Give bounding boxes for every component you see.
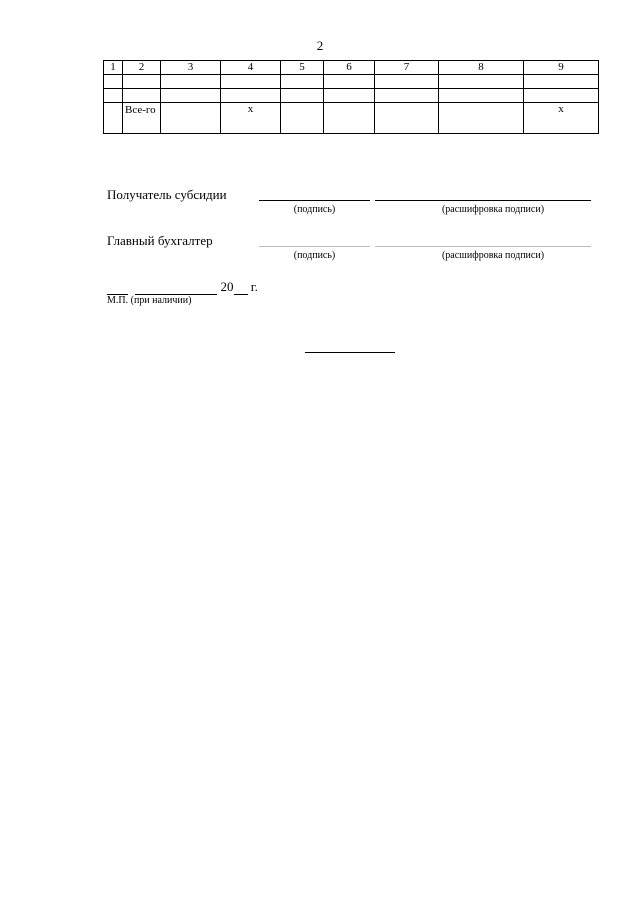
total-cell: х <box>524 103 599 134</box>
report-table <box>103 60 599 134</box>
stamp-label: М.П. (при наличии) <box>107 295 192 306</box>
total-cell <box>324 103 375 134</box>
recipient-signature-line[interactable] <box>259 200 370 201</box>
table-row <box>104 89 599 103</box>
header-cell: 2 <box>123 61 161 75</box>
header-cell: 7 <box>375 61 439 75</box>
month-blank[interactable] <box>135 282 217 295</box>
header-cell: 5 <box>281 61 324 75</box>
total-cell <box>375 103 439 134</box>
total-cell <box>281 103 324 134</box>
total-cell <box>439 103 524 134</box>
total-cell: х <box>221 103 281 134</box>
header-cell: 1 <box>104 61 123 75</box>
header-cell: 6 <box>324 61 375 75</box>
year-blank[interactable] <box>234 282 248 295</box>
total-row <box>104 103 599 134</box>
year-suffix: г. <box>250 279 258 294</box>
header-cell: 3 <box>161 61 221 75</box>
recipient-decoding-line[interactable] <box>375 200 591 201</box>
total-cell <box>104 103 123 134</box>
table-row <box>104 75 599 89</box>
table-header-row <box>104 61 599 75</box>
page-number: 2 <box>316 38 324 53</box>
accountant-label: Главный бухгалтер <box>107 233 213 248</box>
header-cell: 4 <box>221 61 281 75</box>
day-blank[interactable] <box>107 282 128 295</box>
signature-caption: (подпись) <box>293 204 336 215</box>
recipient-label: Получатель субсидии <box>107 187 227 202</box>
year-prefix: 20 <box>220 279 234 294</box>
accountant-decoding-line[interactable] <box>375 246 591 247</box>
decoding-caption: (расшифровка подписи) <box>441 204 545 215</box>
header-cell: 8 <box>439 61 524 75</box>
total-cell <box>161 103 221 134</box>
header-cell: 9 <box>524 61 599 75</box>
accountant-signature-line[interactable] <box>259 246 370 247</box>
decoding-caption: (расшифровка подписи) <box>441 250 545 261</box>
total-label: Все-го <box>123 103 161 134</box>
end-divider <box>305 352 395 353</box>
signature-caption: (подпись) <box>293 250 336 261</box>
date-field[interactable] <box>107 279 258 295</box>
